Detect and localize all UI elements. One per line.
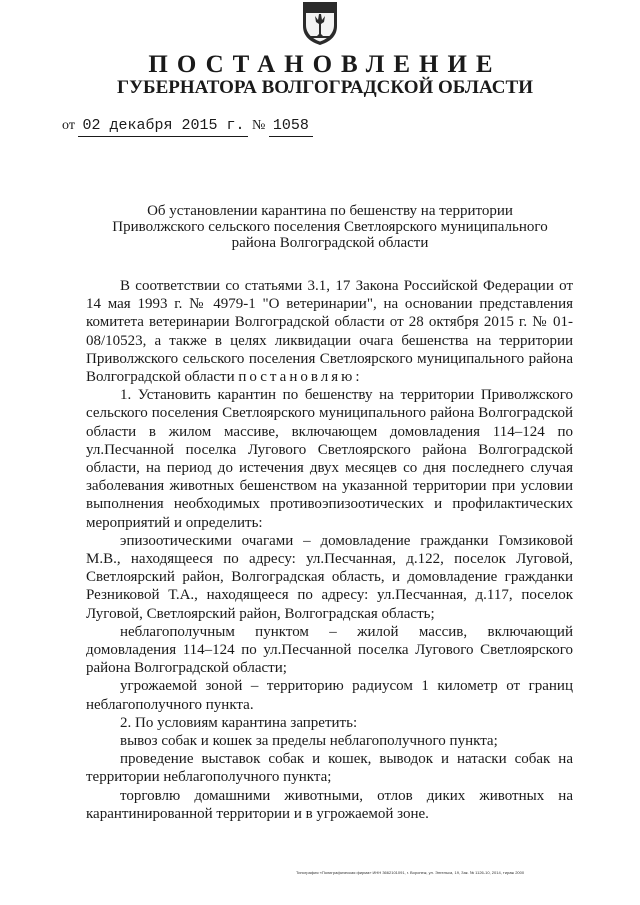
date-line xyxy=(62,116,313,137)
item-1b-paragraph: неблагополучным пунктом – жилой массив, включающий домовладения 114–124 по ул.Песчанной поселка Лугового Светлоярского района Волгоградской области; xyxy=(86,623,573,677)
decree-word: постановляю: xyxy=(238,369,363,386)
date-prefix: от xyxy=(62,118,75,133)
item-1c-paragraph: угрожаемой зоной – территорию радиусом 1 километр от границ неблагополучного пункта. xyxy=(86,678,573,713)
item-1a-paragraph: эпизоотическими очагами – домовладение гражданки Гомзиковой М.В., находящееся по адресу: ул.Песчанная, д.122, поселок Луговой, Светлоярский район, Волгоградская область, и домовладение гражданки Резниковой Т.А., находящееся по адресу: ул.Песчанная, д.117, поселок Луговой, Светлоярский район, Волгоградская область; xyxy=(86,532,573,622)
print-imprint: Типография «Полиграфическая фирма» ИНН 3662101091, г. Воронеж, ул. Энгельса, 19, Зак. № 1126-10, 2014, тираж 2000 xyxy=(296,870,525,875)
document-issuer: ГУБЕРНАТОРА ВОЛГОГРАДСКОЙ ОБЛАСТИ xyxy=(117,77,533,98)
item-2-paragraph: 2. По условиям карантина запретить: xyxy=(120,714,358,731)
document-title: ПОСТАНОВЛЕНИЕ xyxy=(148,51,502,78)
number-sign: № xyxy=(251,118,266,133)
preamble-text: В соответствии со статьями 3.1, 17 Закона Российской Федерации от 14 мая 1993 г. № 4979-1 "О ветеринарии", на основании представления комитета ветеринарии Волгоградской области от 28 октября 2015 г. № 01-08/10523, а также в целях ликвидации очага бешенства на территории Приволжского сельского поселения Светлоярского муниципального района Волгоградской области xyxy=(86,278,573,386)
item-1-paragraph: 1. Установить карантин по бешенству на территории Приволжского сельского поселения Светлоярского муниципального района Волгоградской области в жилом массиве, включающем домовладения 114–124 по ул.Песчанной поселка Лугового Светлоярского района Волгоградской области, на период до истечения двух месяцев со дня последнего случая заболевания животных бешенством на указанной территории при условии выполнения необходимых противоэпизоотических и профилактических мероприятий и определить: xyxy=(86,387,573,531)
document-number: 1058 xyxy=(269,116,313,137)
document-subject: Об установлении карантина по бешенству на территории Приволжского сельского поселения Светлоярского муниципального района Волгоградской области xyxy=(112,203,548,251)
preamble-paragraph xyxy=(86,277,573,386)
item-2b-paragraph: проведение выставок собак и кошек, выводок и натаски собак на территории неблагополучного пункта; xyxy=(86,751,573,786)
coat-of-arms-icon xyxy=(300,0,340,46)
document-date: 02 декабря 2015 г. xyxy=(78,116,248,137)
item-2a-paragraph: вывоз собак и кошек за пределы неблагополучного пункта; xyxy=(120,733,498,750)
document-body xyxy=(86,277,573,823)
item-2c-paragraph: торговлю домашними животными, отлов диких животных на карантинированной территории и в угрожаемой зоне. xyxy=(86,787,573,822)
